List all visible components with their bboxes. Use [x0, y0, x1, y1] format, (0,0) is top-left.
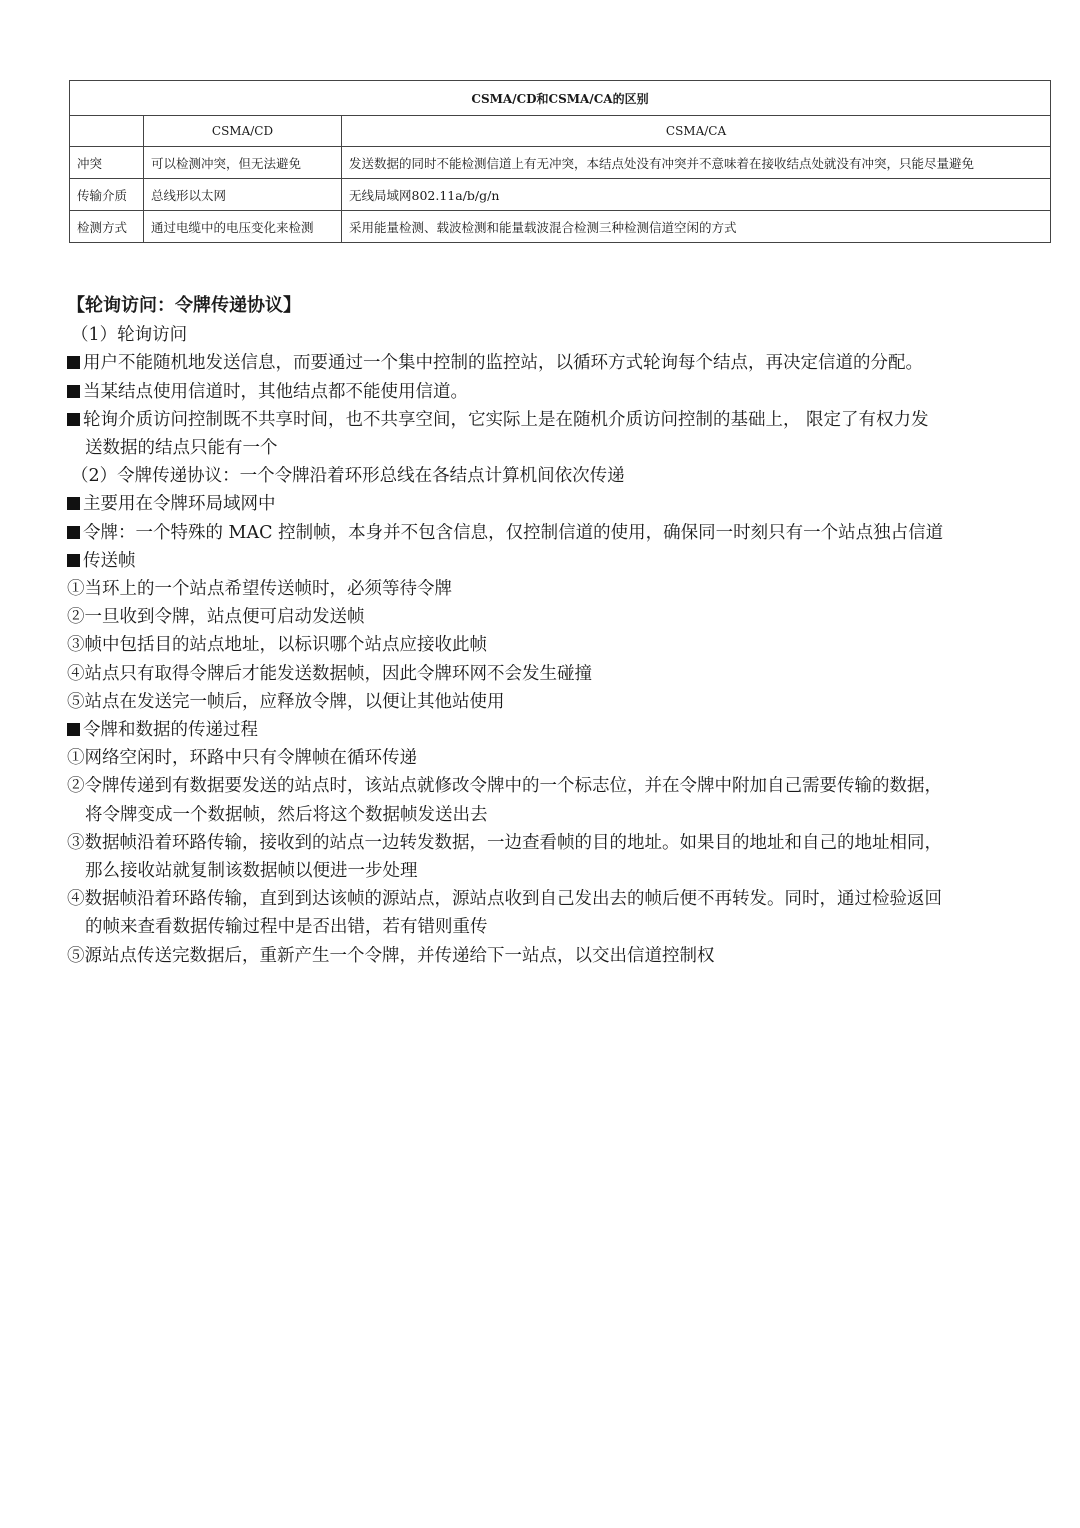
- process-step-continuation: 将令牌变成一个数据帧，然后将这个数据帧发送出去: [85, 804, 488, 825]
- table-cell: 总线形以太网: [144, 179, 342, 211]
- table-row: [70, 179, 1051, 211]
- process-step: ②令牌传递到有数据要发送的站点时，该站点就修改令牌中的一个标志位，并在令牌中附加自己需要传输的数据，: [67, 776, 942, 797]
- table-cell: 冲突: [70, 147, 144, 179]
- frame-step: ①当环上的一个站点希望传送帧时，必须等待令牌: [67, 579, 452, 600]
- table-cell: 可以检测冲突，但无法避免: [144, 147, 342, 179]
- process-step: ⑤源站点传送完数据后，重新产生一个令牌，并传递给下一站点，以交出信道控制权: [67, 945, 715, 966]
- frame-step: ②一旦收到令牌，站点便可启动发送帧: [67, 607, 365, 628]
- square-bullet-icon: [67, 356, 80, 369]
- process-step: ①网络空闲时，环路中只有令牌帧在循环传递: [67, 748, 417, 769]
- table-row: [70, 147, 1051, 179]
- frame-step: ④站点只有取得令牌后才能发送数据帧，因此令牌环网不会发生碰撞: [67, 663, 592, 684]
- list-item: 主要用在令牌环局域网中: [67, 490, 1027, 518]
- process-step-continuation: 的帧来查看数据传输过程中是否出错，若有错则重传: [85, 917, 488, 938]
- list-item: 令牌和数据的传递过程: [67, 716, 1027, 744]
- table-cell: 无线局域网802.11a/b/g/n: [342, 179, 1051, 211]
- token-title: （2）令牌传递协议：一个令牌沿着环形总线在各结点计算机间依次传递: [71, 466, 625, 487]
- frame-step: ⑤站点在发送完一帧后，应释放令牌，以便让其他站使用: [67, 691, 505, 712]
- frame-step: ③帧中包括目的站点地址，以标识哪个站点应接收此帧: [67, 635, 487, 656]
- square-bullet-icon: [67, 385, 80, 398]
- square-bullet-icon: [67, 526, 80, 539]
- table-row: [70, 211, 1051, 243]
- square-bullet-icon: [67, 497, 80, 510]
- table-title: CSMA/CD和CSMA/CA的区别: [70, 81, 1051, 116]
- list-item-continuation: 送数据的结点只能有一个: [85, 438, 278, 459]
- table-header-cell: CSMA/CD: [144, 116, 342, 147]
- table-header-cell: CSMA/CA: [342, 116, 1051, 147]
- square-bullet-icon: [67, 413, 80, 426]
- table-header-row: [70, 116, 1051, 147]
- table-cell: 检测方式: [70, 211, 144, 243]
- table-title-row: [70, 81, 1051, 116]
- section-heading: 【轮询访问：令牌传递协议】: [67, 295, 301, 316]
- comparison-table: [69, 80, 1051, 243]
- list-item: 令牌：一个特殊的 MAC 控制帧，本身并不包含信息，仅控制信道的使用，确保同一时刻只有一个站点独占信道: [67, 519, 1027, 547]
- process-step-continuation: 那么接收站就复制该数据帧以便进一步处理: [85, 861, 418, 882]
- table-cell: 发送数据的同时不能检测信道上有无冲突，本结点处没有冲突并不意味着在接收结点处就没有冲突，只能尽量避免: [342, 147, 1051, 179]
- list-item: 传送帧: [67, 547, 1027, 575]
- square-bullet-icon: [67, 554, 80, 567]
- square-bullet-icon: [67, 723, 80, 736]
- list-item: 轮询介质访问控制既不共享时间，也不共享空间，它实际上是在随机介质访问控制的基础上， 限定了有权力发: [67, 406, 1027, 434]
- process-step: ③数据帧沿着环路传输，接收到的站点一边转发数据，一边查看帧的目的地址。如果目的地址和自己的地址相同，: [67, 832, 942, 853]
- polling-title: （1）轮询访问: [71, 325, 188, 346]
- list-item: 当某结点使用信道时，其他结点都不能使用信道。: [67, 378, 1027, 406]
- table-cell: 采用能量检测、载波检测和能量载波混合检测三种检测信道空闲的方式: [342, 211, 1051, 243]
- table-cell: 通过电缆中的电压变化来检测: [144, 211, 342, 243]
- section-content: [67, 292, 1027, 970]
- table-header-cell: [70, 116, 144, 147]
- table-cell: 传输介质: [70, 179, 144, 211]
- process-step: ④数据帧沿着环路传输，直到到达该帧的源站点，源站点收到自己发出去的帧后便不再转发。同时，通过检验返回: [67, 889, 942, 910]
- list-item: 用户不能随机地发送信息，而要通过一个集中控制的监控站，以循环方式轮询每个结点，再决定信道的分配。: [67, 349, 1027, 377]
